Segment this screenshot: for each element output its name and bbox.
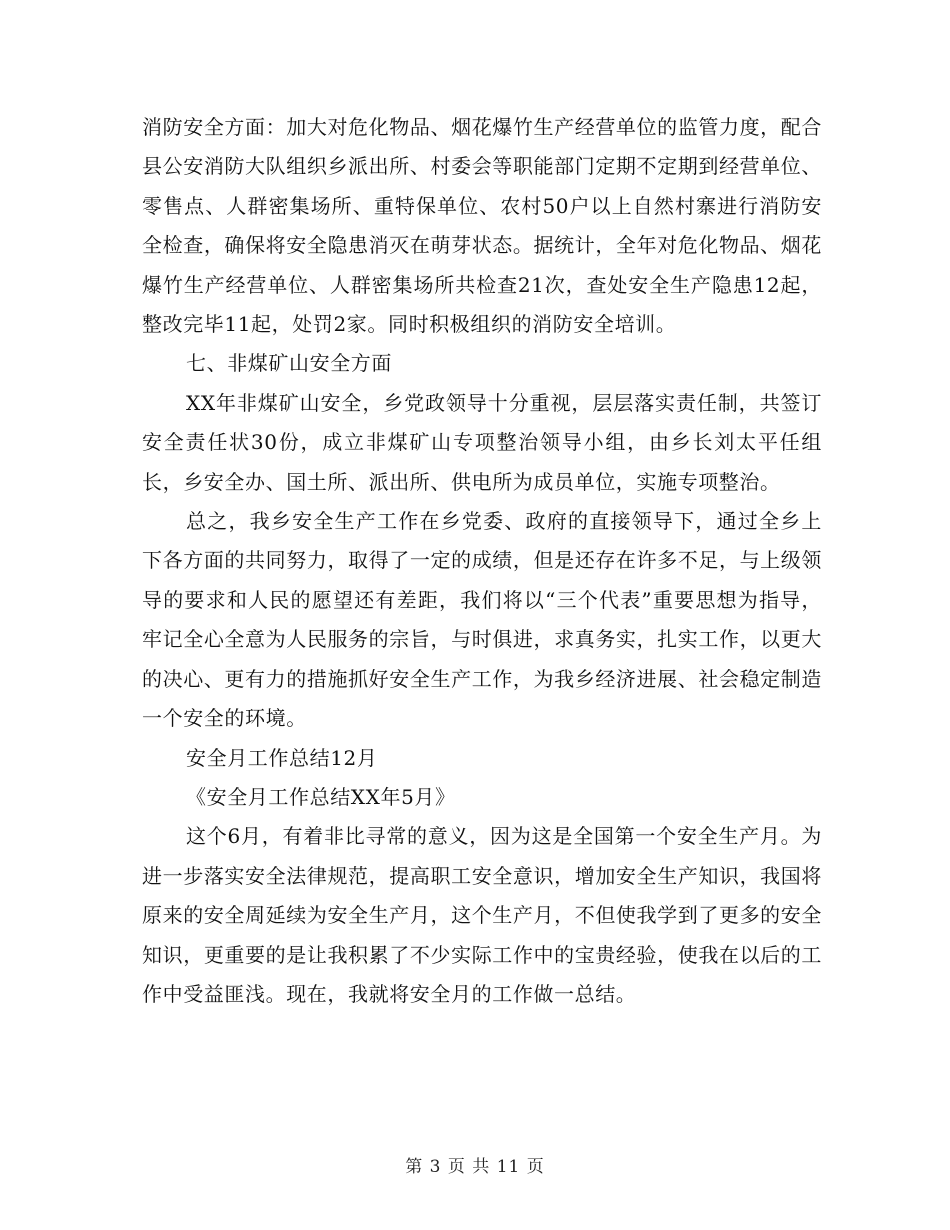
heading-safety-month-summary: 安全月工作总结12月 — [186, 745, 378, 770]
heading-safety-month-title: 《安全月工作总结XX年5月》 — [186, 784, 456, 809]
page-footer — [0, 1152, 950, 1177]
paragraph-fire-safety: 消防安全方面：加大对危化物品、烟花爆竹生产经营单位的监管力度，配合县公安消防大队组织乡派出所、村委会等职能部门定期不定期到经营单位、零售点、人群密集场所、重特保单位、农村50户以上自然村寨进行消防安全检查，确保将安全隐患消灭在萌芽状态。据统计，全年对危化物品、烟花爆竹生产经营单位、人群密集场所共检查21次，查处安全生产隐患12起，整改完毕11起，处罚2家。同时积极组织的消防安全培训。 — [142, 115, 822, 337]
page-number-label: 第 3 页 共 11 页 — [405, 1157, 545, 1177]
paragraph-non-coal-mine: XX年非煤矿山安全，乡党政领导十分重视，层层落实责任制，共签订安全责任状30份，成立非煤矿山专项整治领导小组，由乡长刘太平任组长，乡安全办、国土所、派出所、供电所为成员单位，实施专项整治。 — [142, 390, 822, 494]
section-heading-non-coal-mine: 七、非煤矿山安全方面 — [186, 351, 392, 376]
paragraph-safety-month-intro: 这个6月，有着非比寻常的意义，因为这是全国第一个安全生产月。为进一步落实安全法律规范，提高职工安全意识，增加安全生产知识，我国将原来的安全周延续为安全生产月，这个生产月，不但使我学到了更多的安全知识，更重要的是让我积累了不少实际工作中的宝贵经验，使我在以后的工作中受益匪浅。现在，我就将安全月的工作做一总结。 — [142, 824, 822, 1006]
paragraph-summary: 总之，我乡安全生产工作在乡党委、政府的直接领导下，通过全乡上下各方面的共同努力，取得了一定的成绩，但是还存在许多不足，与上级领导的要求和人民的愿望还有差距，我们将以“三个代表”重要思想为指导，牢记全心全意为人民服务的宗旨，与时俱进，求真务实，扎实工作，以更大的决心、更有力的措施抓好安全生产工作，为我乡经济进展、社会稳定制造一个安全的环境。 — [142, 509, 822, 731]
document-body — [142, 108, 822, 1014]
